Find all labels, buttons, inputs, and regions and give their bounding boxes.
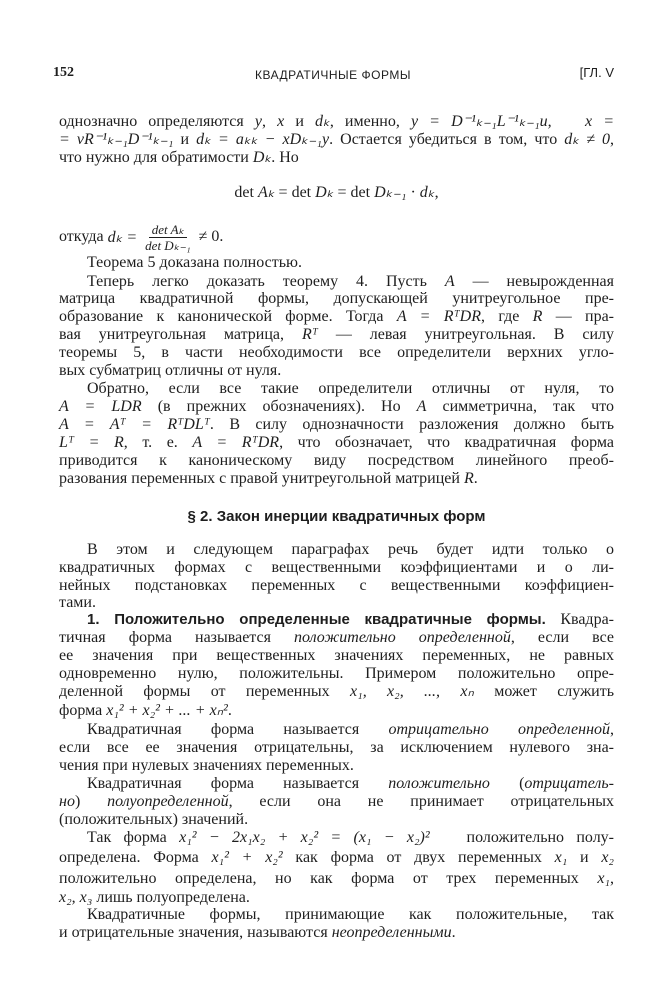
text-run: (в прежних обозначениях). Но xyxy=(141,398,417,415)
text-run: Квадра- xyxy=(545,611,615,628)
text-line xyxy=(87,253,614,273)
text-line xyxy=(87,610,614,630)
math-or-emphasis: dₖ xyxy=(315,113,330,130)
text-run: Квадратичная форма называется xyxy=(87,721,389,738)
text-line xyxy=(59,112,614,132)
math-or-emphasis: отрицатель- xyxy=(524,775,614,792)
text-run: . xyxy=(473,470,478,487)
math-or-emphasis: x₁² + x₂² + ... + xₙ² xyxy=(106,702,228,719)
text-run: положительно полу- xyxy=(429,829,615,846)
text-run: и xyxy=(173,131,197,148)
fraction xyxy=(145,222,190,253)
math-or-emphasis: x xyxy=(277,113,285,130)
text-run: определена. Форма xyxy=(59,849,212,866)
text-line xyxy=(59,415,614,435)
text-run: . Но xyxy=(271,149,299,166)
text-run: — пра- xyxy=(542,308,614,325)
equation-suffix: ≠ 0. xyxy=(198,228,224,245)
text-run: нейных подстановках переменных с вещественными коэффициен- xyxy=(59,577,614,594)
text-run: , где xyxy=(481,308,533,325)
text-run: (положительных) значений. xyxy=(59,811,249,828)
math-or-emphasis: неопределенными xyxy=(331,924,452,941)
math-or-emphasis: x₁² − 2x₁x₂ + x₂² = (x₁ − x₂)² xyxy=(179,829,430,846)
text-run: det xyxy=(234,184,258,201)
text-run: — невырожденная xyxy=(454,273,615,290)
math-or-emphasis: y xyxy=(254,113,262,130)
text-run: = det xyxy=(333,184,375,201)
text-run: лишь полуопределена. xyxy=(92,889,250,906)
equation-prefix: откуда xyxy=(59,228,104,245)
math-or-emphasis: A = RᵀDR xyxy=(192,434,280,451)
math-or-emphasis: x₁ xyxy=(597,870,610,887)
text-run: положительно определена, но как форма от трех переменных xyxy=(59,870,598,887)
text-line xyxy=(59,646,614,666)
text-run: если все ее значения отрицательны, за исключением нулевого зна- xyxy=(59,739,614,756)
text-run: . Остается убедиться в том, что xyxy=(329,131,565,148)
text-run: § 2. Закон инерции квадратичных форм xyxy=(187,508,486,525)
text-line xyxy=(59,289,614,309)
math-or-emphasis: Dₖ xyxy=(252,149,272,166)
text-run: . xyxy=(227,702,232,719)
math-or-emphasis: полуопределенной xyxy=(107,793,229,810)
text-run: тами. xyxy=(59,594,96,611)
fraction-equation xyxy=(59,220,223,254)
text-line xyxy=(59,701,614,721)
text-run: . В силу однозначности разложения должно быть xyxy=(209,416,615,433)
math-or-emphasis: но xyxy=(59,793,75,810)
math-or-emphasis: Lᵀ = R xyxy=(59,434,124,451)
text-run: , если все xyxy=(510,629,614,646)
text-run: · xyxy=(406,184,420,201)
math-or-emphasis: x = xyxy=(585,113,615,130)
text-line xyxy=(59,923,614,943)
text-run: чения при нулевых значениях переменных. xyxy=(59,757,354,774)
text-run: Так форма xyxy=(87,829,180,846)
section-heading xyxy=(59,507,614,527)
text-line xyxy=(59,433,614,453)
text-line xyxy=(59,558,614,578)
text-line xyxy=(87,828,614,848)
text-run: тичная форма называется xyxy=(59,629,295,646)
text-run xyxy=(552,113,585,130)
text-run: симметрична, так что xyxy=(426,398,614,415)
math-or-emphasis: R xyxy=(463,470,474,487)
text-run: Квадратичная форма называется xyxy=(87,775,389,792)
math-or-emphasis: y = D⁻¹ₖ₋₁L⁻¹ₖ₋₁u, xyxy=(410,113,552,130)
text-line xyxy=(59,325,614,345)
text-run: , xyxy=(610,870,614,887)
text-run: ( xyxy=(489,775,525,792)
text-run: вая унитреугольная матрица, xyxy=(59,326,302,343)
display-equation xyxy=(59,183,614,203)
text-run: , именно, xyxy=(329,113,411,130)
text-line xyxy=(59,469,614,489)
text-run: В этом и следующем параграфах речь будет идти только о xyxy=(87,541,614,558)
text-line xyxy=(59,628,614,648)
math-or-emphasis: A = Aᵀ = RᵀDLᵀ xyxy=(59,416,210,433)
math-or-emphasis: отрицательно определенной xyxy=(388,721,610,738)
text-run: однозначно определяются xyxy=(59,113,255,130)
fraction-numerator: det Aₖ xyxy=(149,222,187,238)
text-run: , что обозначает, что квадратичная форма xyxy=(279,434,615,451)
text-line xyxy=(59,397,614,417)
text-line xyxy=(59,756,614,776)
math-or-emphasis: = vR⁻¹ₖ₋₁D⁻¹ₖ₋₁ xyxy=(59,131,174,148)
fraction-denominator: det Dₖ₋₁ xyxy=(145,237,191,253)
text-line xyxy=(59,664,614,684)
text-run: вых субматриц отличны от нуля. xyxy=(59,362,282,379)
text-run: , xyxy=(610,721,614,738)
math-or-emphasis: Aₖ xyxy=(257,184,275,201)
text-line xyxy=(59,848,614,868)
text-line xyxy=(87,774,614,794)
math-or-emphasis: положительно xyxy=(388,775,490,792)
math-or-emphasis: x₂, x₃ xyxy=(59,889,93,906)
text-line xyxy=(87,379,614,399)
math-or-emphasis: dₖ = aₖₖ − xDₖ₋₁y xyxy=(196,131,330,148)
math-or-emphasis: x₂ xyxy=(601,849,614,866)
text-run: деленной формы от переменных xyxy=(59,683,351,700)
text-run: . xyxy=(451,924,456,941)
text-run: теоремы 5, в части необходимости все определители верхних угло- xyxy=(59,344,614,361)
text-run: — левая унитреугольная. В силу xyxy=(317,326,615,343)
text-run: приводится к каноническому виду посредством линейного преоб- xyxy=(59,452,614,469)
text-line xyxy=(59,682,614,702)
text-line xyxy=(59,792,614,812)
text-run: , xyxy=(610,131,615,148)
text-run: , xyxy=(261,113,278,130)
text-line xyxy=(87,720,614,740)
text-line xyxy=(59,451,614,471)
text-line xyxy=(87,540,614,560)
text-run: одновременно нулю, положительны. Примером положительно опре- xyxy=(59,665,614,682)
running-title: КВАДРАТИЧНЫЕ ФОРМЫ xyxy=(255,68,411,82)
math-or-emphasis: dₖ ≠ 0 xyxy=(564,131,611,148)
math-or-emphasis: dₖ xyxy=(419,184,435,201)
text-line xyxy=(59,307,614,327)
text-run: ее значения при вещественных значениях переменных, не равных xyxy=(59,647,614,664)
text-run: форма xyxy=(59,702,107,719)
bold-run-in-heading: 1. Положительно определенные квадратичные формы. xyxy=(87,611,546,628)
text-run: что нужно для обратимости xyxy=(59,149,253,166)
equation-lhs: dₖ = xyxy=(107,229,138,246)
text-line xyxy=(59,361,614,381)
page-number: 152 xyxy=(53,65,74,80)
text-run: ) xyxy=(74,793,108,810)
text-run: образование к канонической форме. Тогда xyxy=(59,308,397,325)
text-line xyxy=(59,148,614,168)
chapter-label: [ГЛ. V xyxy=(579,65,614,80)
math-or-emphasis: положительно определенной xyxy=(294,629,511,646)
math-or-emphasis: A xyxy=(416,398,427,415)
math-or-emphasis: x₁, x₂, ..., xₙ xyxy=(350,683,474,700)
text-run: может служить xyxy=(473,683,614,700)
math-or-emphasis: x₁ xyxy=(554,849,568,866)
text-run: как форма от двух переменных xyxy=(282,849,555,866)
text-run: Квадратичные формы, принимающие как положительные, так xyxy=(87,906,614,923)
text-run: и отрицательные значения, называются xyxy=(59,924,332,941)
text-run: Обратно, если все такие определители отличны от нуля, то xyxy=(87,380,614,397)
text-run: разования переменных с правой унитреугольной матрицей xyxy=(59,470,464,487)
text-run: матрица квадратичной формы, допускающей унитреугольное пре- xyxy=(59,290,614,307)
text-line xyxy=(59,869,614,889)
text-line xyxy=(59,343,614,363)
text-run: , т. е. xyxy=(123,434,193,451)
text-run: = det xyxy=(274,184,316,201)
math-or-emphasis: Rᵀ xyxy=(301,326,318,343)
math-or-emphasis: A = RᵀDR xyxy=(396,308,482,325)
math-or-emphasis: Dₖ₋₁ xyxy=(374,184,407,201)
text-run: и xyxy=(567,849,602,866)
text-line xyxy=(59,130,614,150)
text-run: , если она не принимает отрицательных xyxy=(228,793,615,810)
text-run: Теперь легко доказать теорему 4. Пусть xyxy=(87,273,445,290)
text-run: , xyxy=(434,184,439,201)
math-or-emphasis: Dₖ xyxy=(315,184,334,201)
text-line xyxy=(59,738,614,758)
text-run: Теорема 5 доказана полностью. xyxy=(87,254,302,271)
math-or-emphasis: A = LDR xyxy=(59,398,142,415)
math-or-emphasis: A xyxy=(444,273,455,290)
math-or-emphasis: R xyxy=(532,308,543,325)
text-line xyxy=(87,905,614,925)
math-or-emphasis: x₁² + x₂² xyxy=(211,849,283,866)
text-run: и xyxy=(284,113,315,130)
text-line xyxy=(59,810,614,830)
text-run: квадратичных формах с вещественными коэффициентами и о ли- xyxy=(59,559,614,576)
